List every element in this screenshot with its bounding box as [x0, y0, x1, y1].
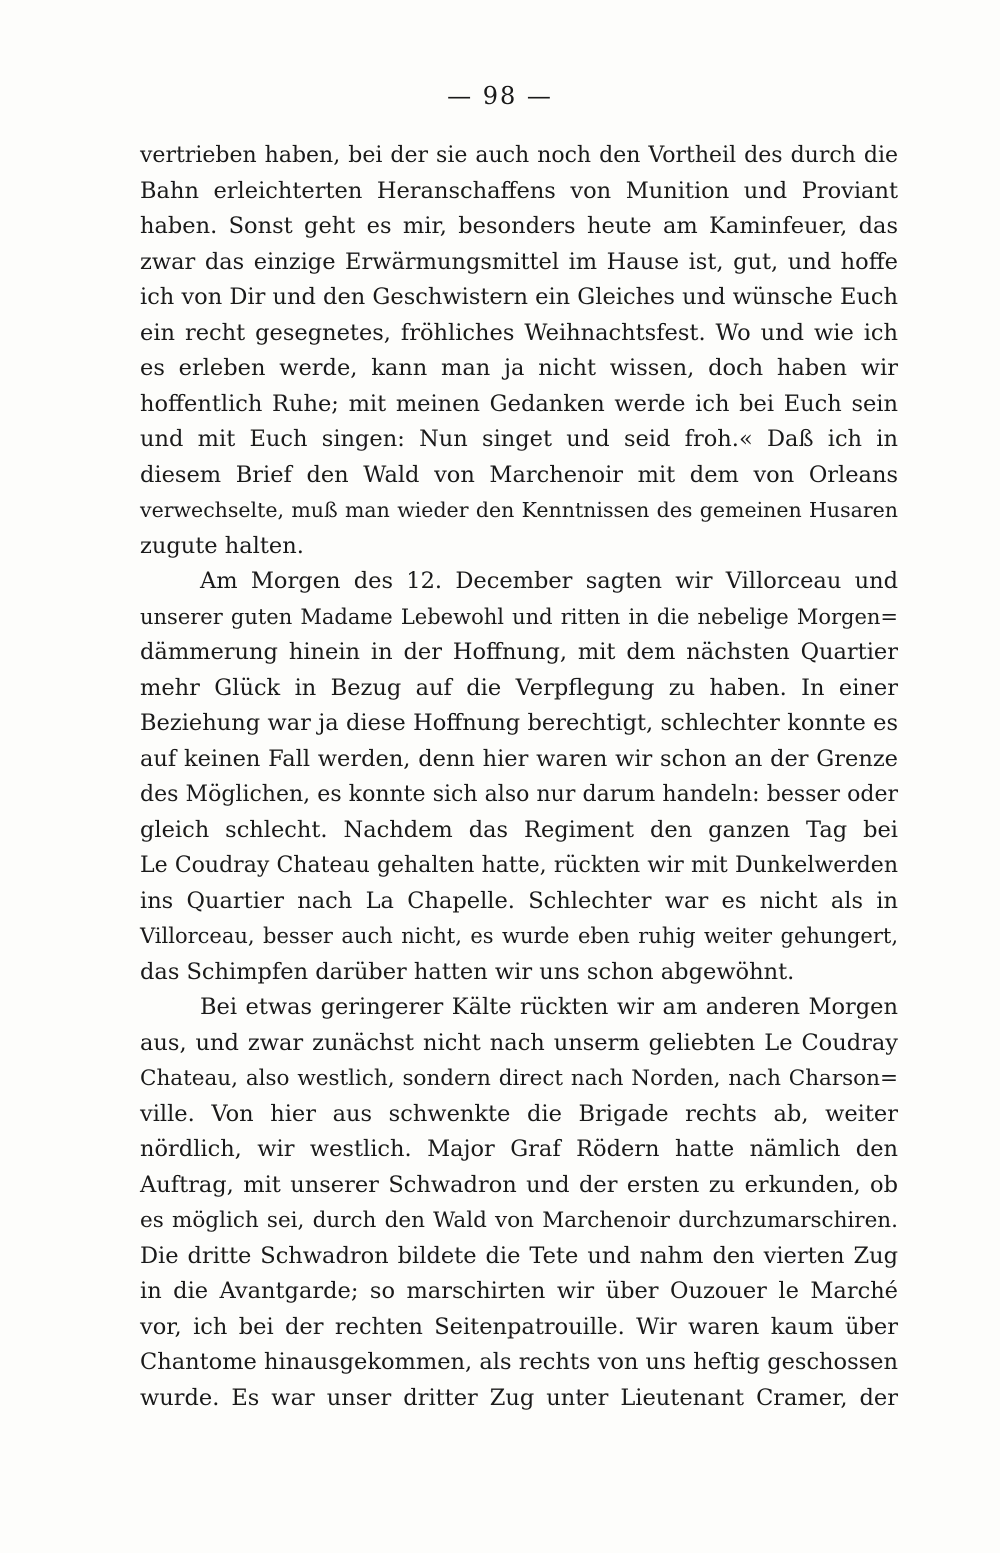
text-line: zwar das einzige Erwärmungsmittel im Hause ist, gut, und hoffe [140, 248, 898, 275]
text-line: aus, und zwar zunächst nicht nach unserm geliebten Le Coudray [140, 1029, 898, 1056]
text-line: Bahn erleichterten Heranschaffens von Munition und Proviant [140, 177, 898, 204]
text-line: unserer guten Madame Lebewohl und ritten in die nebelige Morgen= [140, 604, 898, 629]
text-line: ein recht gesegnetes, fröhliches Weihnachtsfest. Wo und wie ich [140, 319, 898, 346]
text-line: dämmerung hinein in der Hoffnung, mit dem nächsten Quartier [140, 639, 898, 665]
text-line: in die Avantgarde; so marschirten wir über Ouzouer le Marché [140, 1278, 898, 1304]
text-line: Am Morgen des 12. December sagten wir Villorceau und [200, 568, 898, 594]
text-line: wurde. Es war unser dritter Zug unter Lieutenant Cramer, der [140, 1384, 898, 1411]
text-line: vertrieben haben, bei der sie auch noch den Vortheil des durch die [140, 143, 898, 168]
text-line: Beziehung war ja diese Hoffnung berechtigt, schlechter konnte es [140, 710, 898, 736]
page-number: — 98 — [447, 82, 553, 110]
text-line: mehr Glück in Bezug auf die Verpflegung zu haben. In einer [140, 674, 898, 701]
text-line: nördlich, wir westlich. Major Graf Rödern hatte nämlich den [140, 1136, 898, 1162]
text-line: ville. Von hier aus schwenkte die Brigade rechts ab, weiter [140, 1100, 898, 1127]
text-line: das Schimpfen darüber hatten wir uns schon abgewöhnt. [140, 958, 795, 985]
text-line: ins Quartier nach La Chapelle. Schlechter war es nicht als in [140, 887, 898, 914]
text-line: es erleben werde, kann man ja nicht wissen, doch haben wir [140, 355, 898, 381]
body-text [140, 138, 898, 1416]
text-line: gleich schlecht. Nachdem das Regiment den ganzen Tag bei [140, 816, 898, 843]
text-line: Bei etwas geringerer Kälte rückten wir am anderen Morgen [200, 994, 898, 1020]
text-line: Auftrag, mit unserer Schwadron und der ersten zu erkunden, ob [140, 1171, 898, 1198]
text-line: und mit Euch singen: Nun singet und seid froh.« Daß ich in [140, 426, 898, 452]
text-line: Villorceau, besser auch nicht, es wurde eben ruhig weiter gehungert, [140, 924, 898, 948]
text-line: Chateau, also westlich, sondern direct nach Norden, nach Charson= [140, 1066, 898, 1091]
text-line: des Möglichen, es konnte sich also nur darum handeln: besser oder [140, 782, 898, 807]
text-line: verwechselte, muß man wieder den Kenntnissen des gemeinen Husaren [140, 498, 898, 522]
text-line: auf keinen Fall werden, denn hier waren wir schon an der Grenze [140, 745, 898, 772]
text-line: Die dritte Schwadron bildete die Tete und nahm den vierten Zug [140, 1242, 898, 1269]
text-line: Le Coudray Chateau gehalten hatte, rückten wir mit Dunkelwerden [140, 853, 898, 878]
text-line: zugute halten. [140, 532, 304, 559]
text-line: vor, ich bei der rechten Seitenpatrouille. Wir waren kaum über [140, 1313, 898, 1340]
text-line: haben. Sonst geht es mir, besonders heute am Kaminfeuer, das [140, 213, 898, 239]
text-line: hoffentlich Ruhe; mit meinen Gedanken werde ich bei Euch sein [140, 390, 898, 417]
text-line: es möglich sei, durch den Wald von Marchenoir durchzumarschiren. [140, 1208, 898, 1233]
text-line: ich von Dir und den Geschwistern ein Gleiches und wünsche Euch [140, 284, 898, 310]
text-line: diesem Brief den Wald von Marchenoir mit dem von Orleans [140, 461, 898, 488]
text-line: Chantome hinausgekommen, als rechts von uns heftig geschossen [140, 1349, 898, 1375]
